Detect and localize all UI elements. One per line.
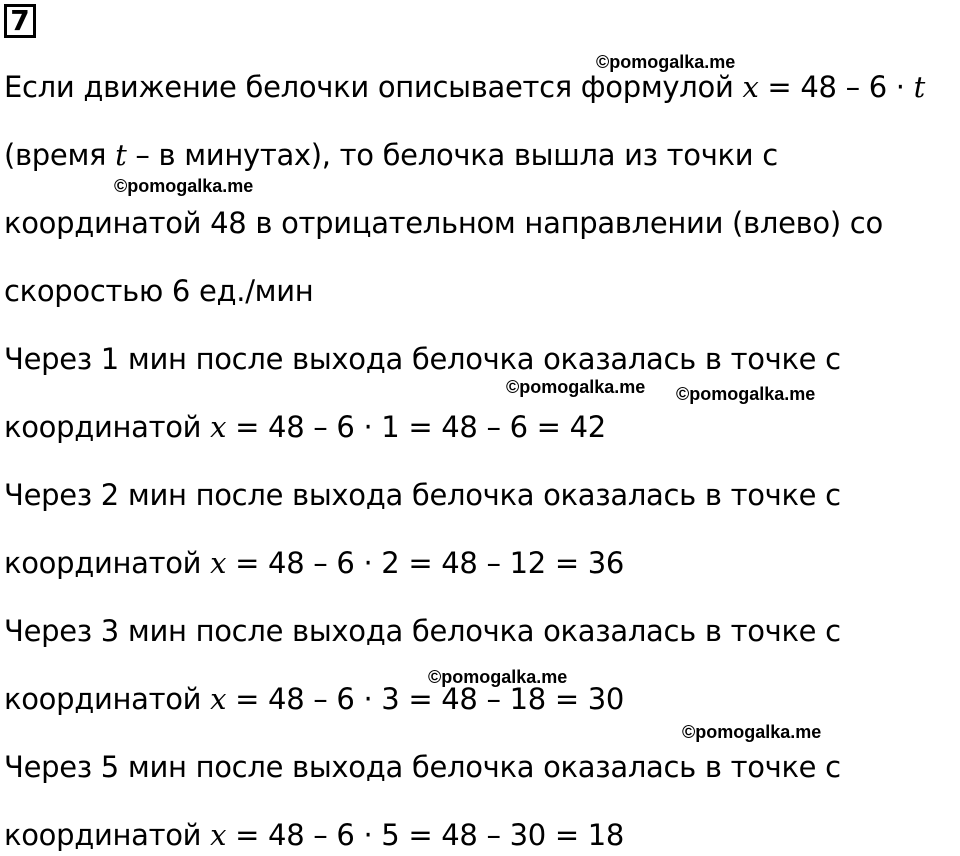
step-sentence: Через 2 мин после выхода белочка оказалась в точке с	[4, 478, 841, 512]
formula: = 48 – 6 · 2 = 48 – 12 = 36	[226, 546, 625, 580]
intro-text: Если движение белочки описывается формулой	[4, 70, 743, 104]
step-sentence: Через 3 мин после выхода белочка оказалась в точке с	[4, 614, 841, 648]
step-text	[4, 750, 841, 784]
intro-line-2	[4, 138, 778, 172]
intro-text: скоростью 6 ед./мин	[4, 274, 314, 308]
intro-text: координатой 48 в отрицательном направлении (влево) со	[4, 206, 883, 240]
watermark: ©pomogalka.me	[676, 384, 816, 404]
step-sentence: Через 1 мин после выхода белочка оказалась в точке с	[4, 342, 841, 376]
variable-x: x	[210, 682, 227, 716]
intro-line-3	[4, 206, 883, 240]
variable-t: t	[115, 138, 127, 172]
step-text	[4, 614, 841, 648]
step-formula	[4, 546, 624, 580]
step-sentence: Через 5 мин после выхода белочка оказалась в точке с	[4, 750, 841, 784]
watermark: ©pomogalka.me	[428, 667, 568, 687]
watermark: ©pomogalka.me	[506, 377, 646, 397]
variable-t: t	[913, 70, 925, 104]
step-text	[4, 342, 841, 376]
step-formula	[4, 682, 624, 716]
intro-line-4	[4, 274, 313, 308]
intro-line-1	[4, 70, 925, 104]
variable-x: x	[210, 410, 227, 444]
formula: = 48 – 6 · 3 = 48 – 18 = 30	[226, 682, 625, 716]
variable-x: x	[742, 70, 759, 104]
formula: = 48 – 6 · 5 = 48 – 30 = 18	[226, 818, 625, 852]
step-formula	[4, 410, 606, 444]
step-formula	[4, 818, 624, 852]
formula: = 48 – 6 · 1 = 48 – 6 = 42	[226, 410, 606, 444]
variable-x: x	[210, 818, 227, 852]
variable-x: x	[210, 546, 227, 580]
intro-text: – в минутах), то белочка вышла из точки с	[126, 138, 778, 172]
intro-formula: = 48 – 6 ·	[758, 70, 914, 104]
step-text	[4, 478, 841, 512]
task-number: 7	[4, 4, 36, 38]
watermark: ©pomogalka.me	[114, 176, 254, 196]
coord-label: координатой	[4, 818, 211, 852]
coord-label: координатой	[4, 546, 211, 580]
coord-label: координатой	[4, 410, 211, 444]
watermark: ©pomogalka.me	[682, 722, 822, 742]
coord-label: координатой	[4, 682, 211, 716]
watermark: ©pomogalka.me	[596, 52, 736, 72]
intro-text: (время	[4, 138, 116, 172]
